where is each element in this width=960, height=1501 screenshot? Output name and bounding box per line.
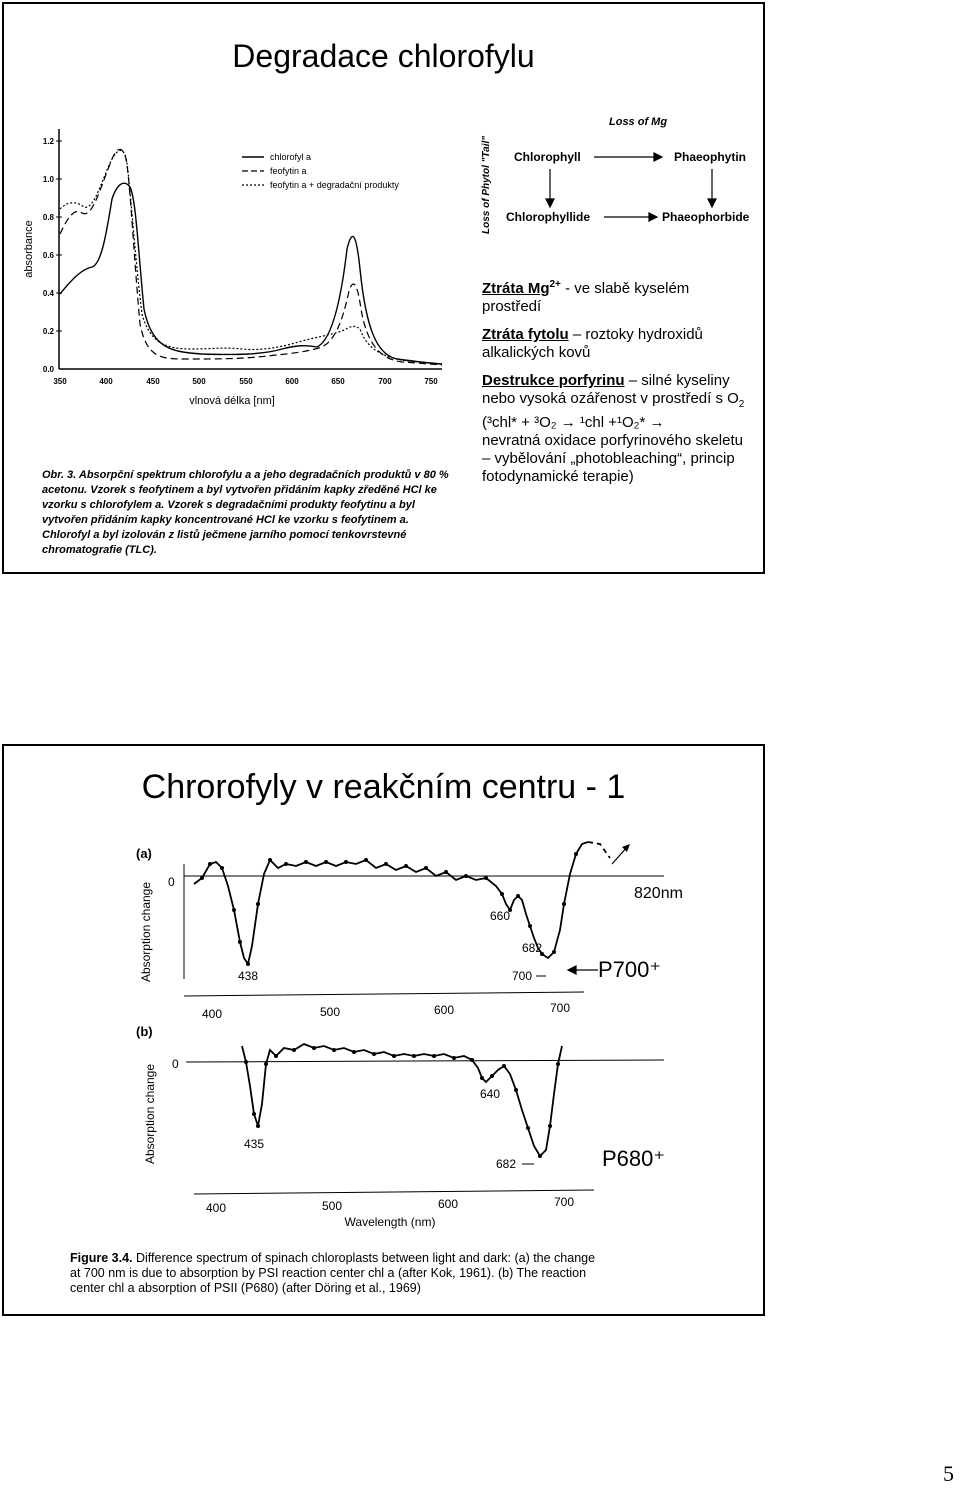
caption-line: vzorku s chlorofylem a. Vzorek s degradačními produkty feofytinu a byl: [42, 499, 415, 511]
y-tick: 1.0: [42, 175, 54, 184]
figure-3-4-caption: [70, 1251, 595, 1295]
panel-b-xtick: 700: [553, 1195, 575, 1209]
panel-a-xtick: 700: [549, 1001, 571, 1015]
panel-a-xaxis: [184, 992, 584, 996]
caption-line: vytvořen přidáním kapky koncentrované HCl ke vzorku s feofytinem a.: [42, 514, 409, 526]
x-tick: 750: [424, 377, 438, 386]
scheme-loss-mg: Loss of Mg: [609, 116, 668, 128]
scheme-loss-phytol: Loss of Phytol "Tail": [481, 135, 492, 234]
legend-chlorofyl-a: chlorofyl a: [270, 152, 312, 162]
svg-text:Figure 3.4. Difference spectru: [70, 1251, 595, 1265]
panel-b-xaxis: [194, 1190, 594, 1194]
panel-b-baseline: [186, 1060, 664, 1062]
panel-b-ylabel: Absorption change: [143, 1063, 157, 1165]
peak-682: 682: [522, 941, 543, 955]
curve-chlorofyl-a: [60, 183, 442, 364]
slide-title: Chrorofyly v reakčním centru - 1: [141, 768, 626, 806]
panel-a-curve-dashed: [588, 842, 610, 858]
peak-660: 660: [490, 909, 511, 923]
panel-b-xtick: 400: [205, 1201, 227, 1215]
caption-line: center chl a absorption of PSII (P680) (after Döring et al., 1969): [70, 1281, 421, 1295]
y-tick: 1.2: [42, 137, 54, 146]
label-p700: P700⁺: [598, 957, 661, 982]
caption-line: Obr. 3. Absorpční spektrum chlorofylu a a jeho degradačních produktů v 80 %: [42, 469, 449, 481]
y-tick: 0.0: [42, 365, 54, 374]
peak-438: 438: [238, 969, 259, 983]
caption-line: Chlorofyl a byl izolován z listů ječmene jarního pomocí tenkovrstevné: [42, 529, 407, 541]
peak-435: 435: [244, 1137, 265, 1151]
chart-legend: [242, 152, 399, 190]
x-tick: 650: [331, 377, 345, 386]
x-tick: 600: [285, 377, 299, 386]
panel-a-xtick: 500: [319, 1005, 341, 1019]
panel-b-xtick: 600: [437, 1197, 459, 1211]
slide-degradace: [2, 2, 765, 574]
note-porfyrin: Destrukce porfyrinu – silné kyseliny nebo vysoká ozářenost v prostředí s $O_2$ (³chl* + ³O₂ → ¹chl +¹O₂* → nevratná oxidace porfyrinového skeletu – vybělování „photobleaching“, princip fotodynamické terapie): [482, 372, 745, 485]
y-tick: 0.8: [42, 213, 54, 222]
scheme-chlorophyll: Chlorophyll: [514, 150, 581, 164]
panel-a-zero: 0: [168, 875, 175, 889]
panel-b-zero: 0: [172, 1057, 179, 1071]
scheme-phaeophorbide: Phaeophorbide: [662, 210, 750, 224]
absorbance-spectrum-figure: [12, 109, 467, 574]
y-axis-label: absorbance: [23, 220, 35, 278]
caption-line: chromatografie (TLC).: [42, 544, 157, 556]
note-mg: Ztráta $Mg^{2+}$ - ve slabě kyselém prostředí: [482, 279, 690, 315]
x-tick: 350: [53, 377, 67, 386]
panel-b-xtick: 500: [321, 1199, 343, 1213]
y-tick: 0.6: [42, 251, 54, 260]
scheme-chlorophyllide: Chlorophyllide: [506, 210, 590, 224]
figure-caption: [42, 469, 449, 556]
panel-b-xlabel: Wavelength (nm): [344, 1215, 436, 1229]
panel-a-ylabel: Absorption change: [139, 881, 153, 983]
degradation-notes: [482, 276, 752, 496]
legend-feofytin-a: feofytin a: [270, 166, 307, 176]
y-tick: 0.4: [42, 289, 54, 298]
x-tick: 400: [99, 377, 113, 386]
label-p680: P680⁺: [602, 1146, 665, 1171]
panel-a-xtick: 600: [433, 1003, 455, 1017]
peak-640: 640: [480, 1087, 501, 1101]
slide-reakcni-centrum: [2, 744, 765, 1316]
y-tick: 0.2: [42, 327, 54, 336]
caption-line: Difference spectrum of spinach chloroplasts between light and dark: (a) the change: [132, 1251, 596, 1265]
caption-label: Figure 3.4.: [70, 1251, 133, 1265]
slide-title: Degradace chlorofylu: [232, 38, 535, 74]
scheme-phaeophytin: Phaeophytin: [674, 150, 747, 164]
panel-b-label: (b): [136, 1024, 153, 1039]
caption-line: at 700 nm is due to absorption by PSI reaction center chl a (after Kok, 1961). (b) The reaction: [70, 1266, 587, 1280]
caption-line: acetonu. Vzorek s feofytinem a byl vytvořen přidáním kapky zředěné HCl ke: [42, 484, 437, 496]
x-axis-label: vlnová délka [nm]: [189, 395, 275, 407]
x-tick: 500: [192, 377, 206, 386]
x-tick: 700: [378, 377, 392, 386]
note-820nm: 820nm: [634, 885, 683, 902]
note-fytol: Ztráta fytolu – roztoky hydroxidů alkalických kovů: [482, 326, 703, 361]
page-number: 5: [943, 1461, 954, 1486]
degradation-scheme: [474, 109, 759, 239]
panel-b-points: [244, 1046, 560, 1158]
x-tick: 450: [146, 377, 160, 386]
legend-degradacni: feofytin a + degradační produkty: [270, 180, 399, 190]
difference-spectrum-figure: [24, 834, 744, 1304]
peak-682b: 682: [496, 1157, 517, 1171]
panel-a-xtick: 400: [201, 1007, 223, 1021]
x-tick: 550: [239, 377, 253, 386]
panel-a-label: (a): [136, 846, 152, 861]
peak-700: 700: [512, 969, 533, 983]
